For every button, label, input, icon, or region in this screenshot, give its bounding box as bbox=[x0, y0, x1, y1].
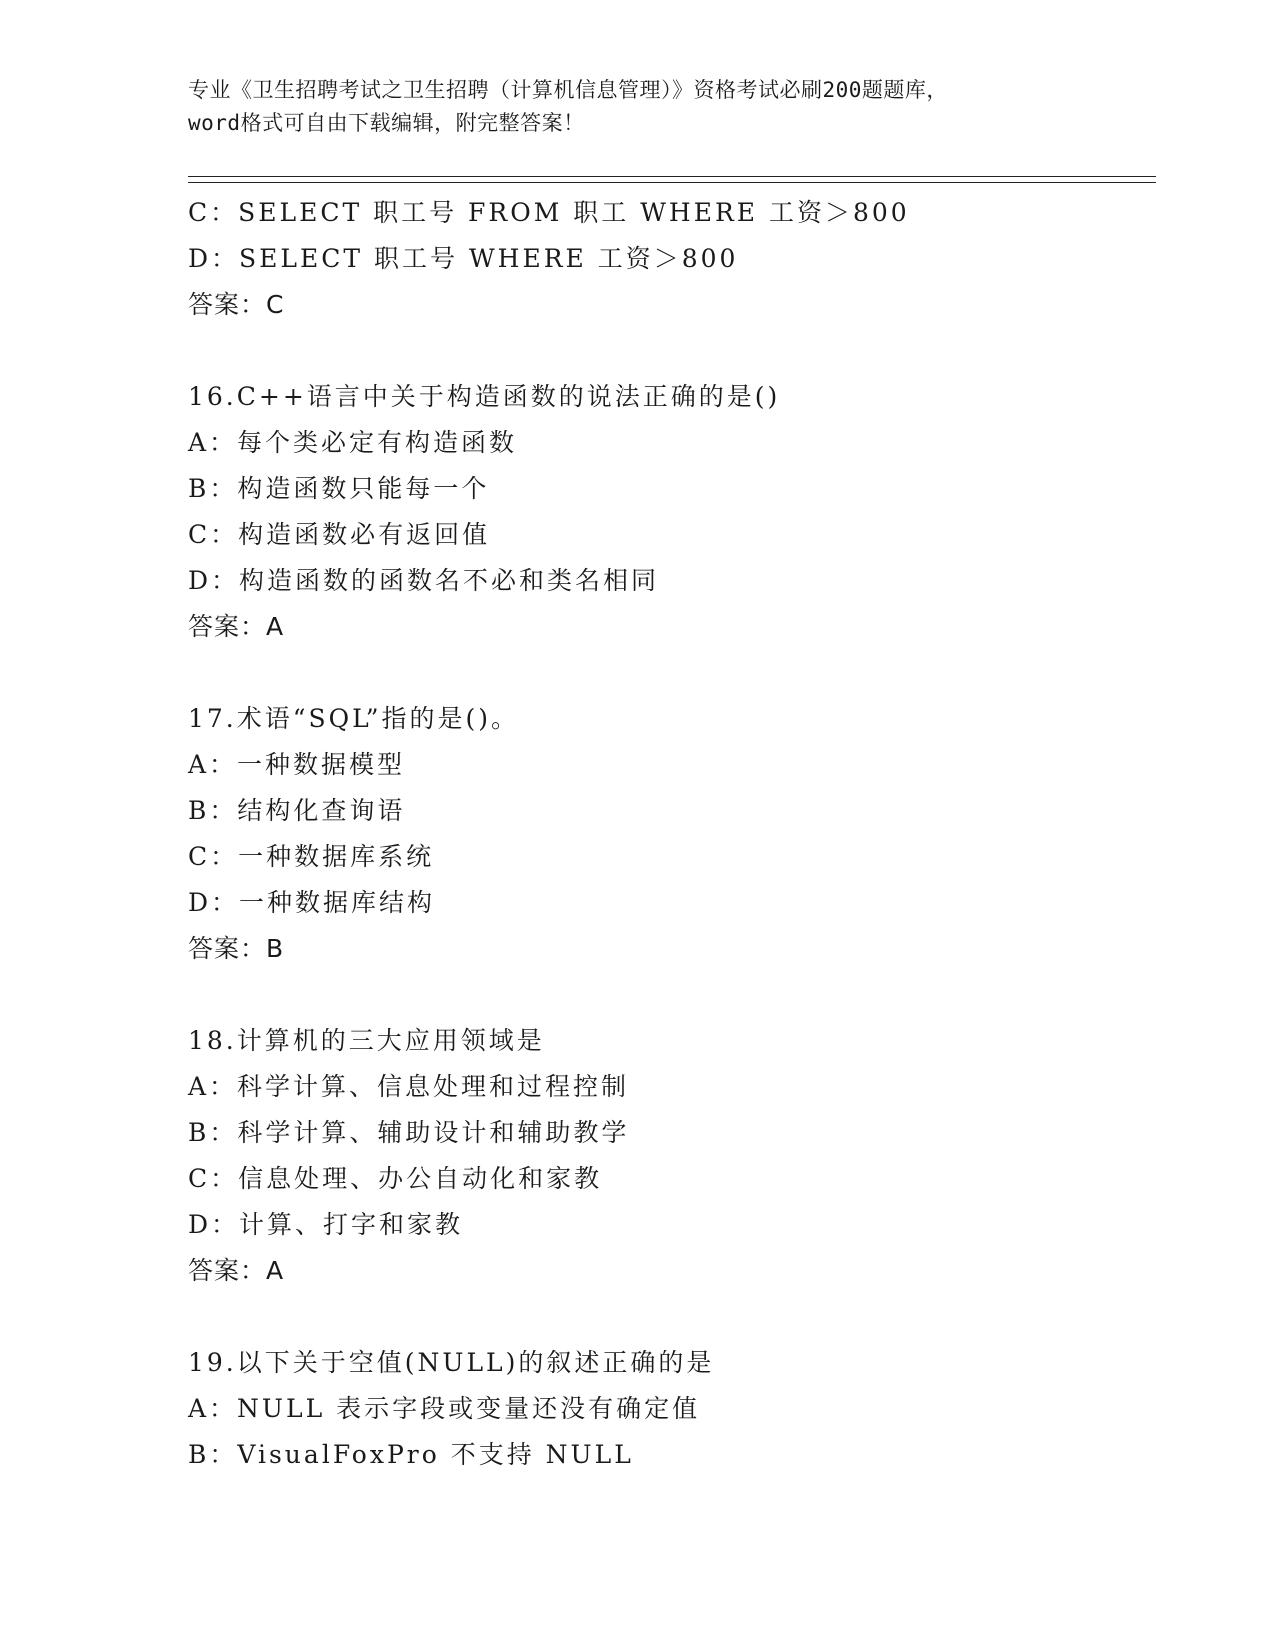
option-b: B：构造函数只能每一个 bbox=[188, 474, 490, 503]
question-17 bbox=[188, 696, 1148, 972]
answer-line: 答案：C bbox=[188, 290, 285, 319]
header-line-2: word格式可自由下载编辑，附完整答案！ bbox=[188, 111, 585, 135]
option-a: A：科学计算、信息处理和过程控制 bbox=[188, 1072, 630, 1101]
option-b: B：VisualFoxPro 不支持 NULL bbox=[188, 1440, 634, 1469]
question-stem: 17.术语“SQL”指的是()。 bbox=[188, 704, 520, 733]
option-d: D：构造函数的函数名不必和类名相同 bbox=[188, 566, 660, 595]
answer-line: 答案：A bbox=[188, 1256, 285, 1285]
question-15-fragment bbox=[188, 190, 1148, 328]
option-a: A：NULL 表示字段或变量还没有确定值 bbox=[188, 1394, 701, 1423]
answer-line: 答案：A bbox=[188, 612, 285, 641]
question-16 bbox=[188, 374, 1148, 650]
option-c: C：SELECT 职工号 FROM 职工 WHERE 工资＞800 bbox=[188, 198, 910, 227]
option-d: D：计算、打字和家教 bbox=[188, 1210, 464, 1239]
spacer bbox=[188, 650, 1148, 696]
option-b: B：结构化查询语 bbox=[188, 796, 406, 825]
header-divider-top bbox=[188, 176, 1156, 177]
option-a: A：一种数据模型 bbox=[188, 750, 406, 779]
option-a: A：每个类必定有构造函数 bbox=[188, 428, 518, 457]
question-stem: 16.C++语言中关于构造函数的说法正确的是() bbox=[188, 382, 781, 411]
option-d: D：SELECT 职工号 WHERE 工资＞800 bbox=[188, 244, 739, 273]
question-stem: 19.以下关于空值(NULL)的叙述正确的是 bbox=[188, 1348, 715, 1377]
header-line-1: 专业《卫生招聘考试之卫生招聘（计算机信息管理）》资格考试必刷200题题库， bbox=[188, 78, 948, 102]
option-c: C：构造函数必有返回值 bbox=[188, 520, 491, 549]
question-18 bbox=[188, 1018, 1148, 1294]
question-list bbox=[188, 190, 1148, 1478]
spacer bbox=[188, 972, 1148, 1018]
spacer bbox=[188, 1294, 1148, 1340]
answer-line: 答案：B bbox=[188, 934, 285, 963]
document-header bbox=[188, 74, 1088, 140]
question-stem: 18.计算机的三大应用领域是 bbox=[188, 1026, 545, 1055]
option-c: C：一种数据库系统 bbox=[188, 842, 435, 871]
header-divider-bottom bbox=[188, 182, 1156, 183]
spacer bbox=[188, 328, 1148, 374]
question-19 bbox=[188, 1340, 1148, 1478]
option-c: C：信息处理、办公自动化和家教 bbox=[188, 1164, 603, 1193]
option-b: B：科学计算、辅助设计和辅助教学 bbox=[188, 1118, 630, 1147]
option-d: D：一种数据库结构 bbox=[188, 888, 436, 917]
